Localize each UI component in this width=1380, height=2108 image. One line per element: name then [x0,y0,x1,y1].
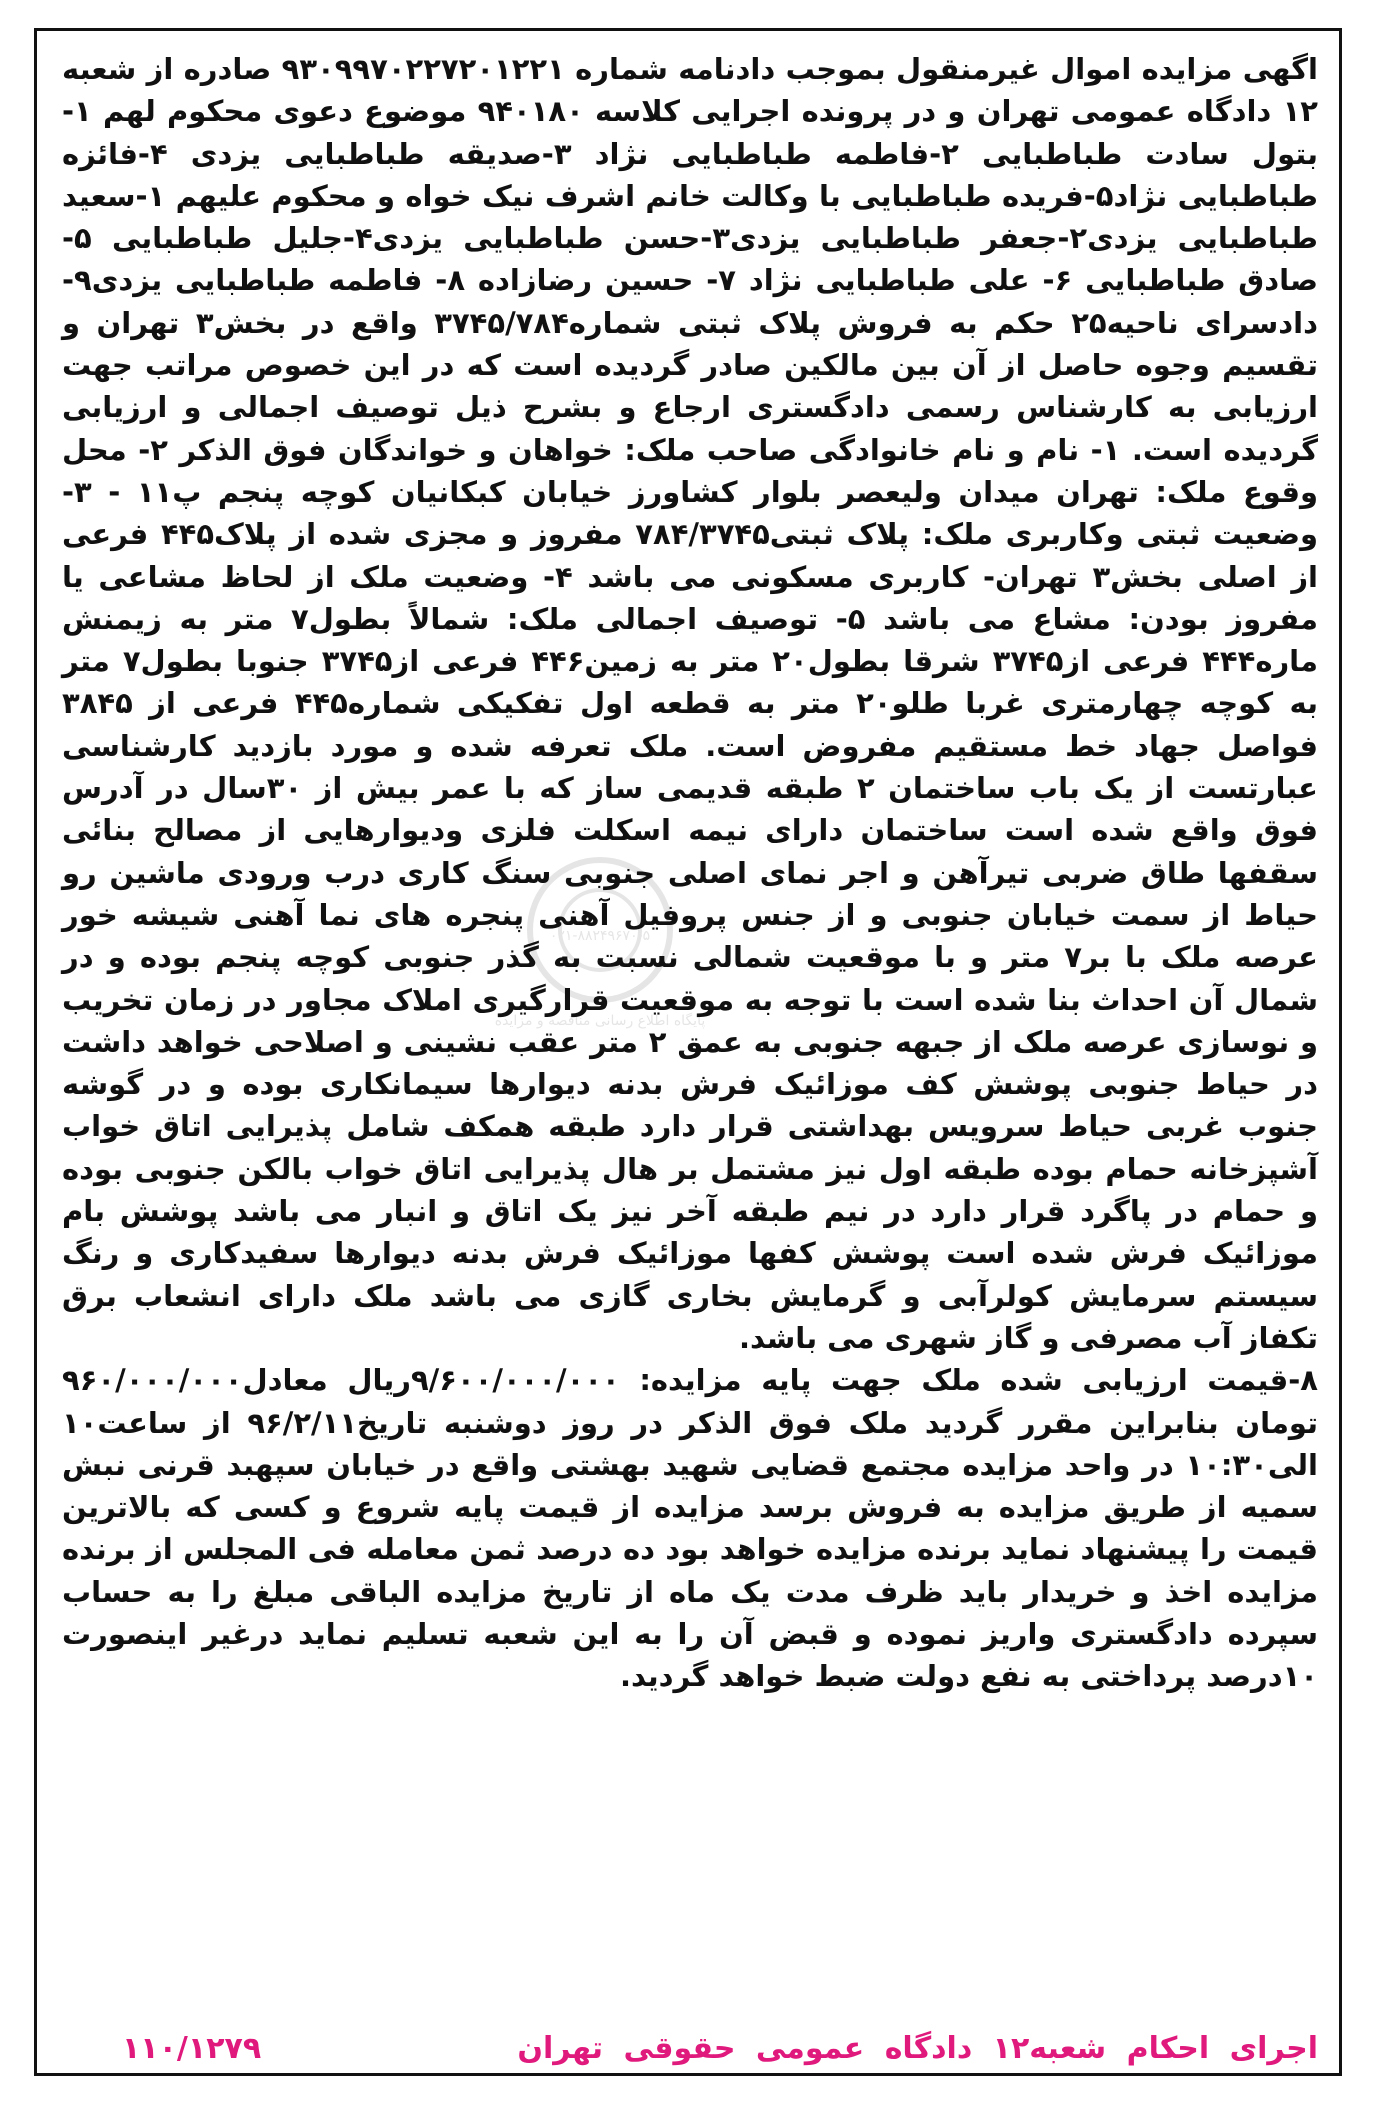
notice-footer [62,2026,1318,2072]
notice-paragraph-2: ۸-قیمت ارزیابی شده ملک جهت پایه مزایده: ۹/۶۰۰/۰۰۰/۰۰۰ریال معادل۹۶۰/۰۰۰/۰۰۰ تومان بنابراین مقرر گردید ملک فوق الذکر در روز دوشنبه تاریخ۹۶/۲/۱۱ از ساعت۱۰ الی۱۰:۳۰ در واحد مزایده مجتمع قضایی شهید بهشتی واقع در خیابان سپهبد قرنی نبش سمیه از طریق مزایده به فروش برسد مزایده از قیمت پایه شروع و کسی که بالاترین قیمت را پیشنهاد نماید برنده مزایده خواهد بود ده درصد ثمن معامله فی المجلس از برنده مزایده اخذ و خریدار باید ظرف مدت یک ماه از تاریخ مزایده الباقی مبلغ را به حساب سپرده دادگستری واریز نموده و قبض آن را به این شعبه تسلیم نماید درغیر اینصورت ۱۰درصد پرداختی به نفع دولت ضبط خواهد گردید. [62,1363,1318,1694]
issuing-office: اجرای احکام شعبه۱۲ دادگاه عمومی حقوقی تهران [517,2031,1318,2066]
notice-body [62,48,1318,1698]
notice-paragraph-1: اگهی مزایده اموال غیرمنقول بموجب دادنامه شماره ۹۳۰۹۹۷۰۲۲۷۲۰۱۲۲۱ صادره از شعبه ۱۲ دادگاه عمومی تهران و در پرونده اجرایی کلاسه ۹۴۰۱۸۰ موضوع دعوی محکوم لهم ۱-بتول سادت طباطبایی ۲-فاطمه طباطبایی نژاد ۳-صدیقه طباطبایی یزدی ۴-فائزه طباطبایی نژاد۵-فریده طباطبایی با وکالت خانم اشرف نیک خواه و محکوم علیهم ۱-سعید طباطبایی یزدی۲-جعفر طباطبایی یزدی۳-حسن طباطبایی یزدی۴-جلیل طباطبایی ۵- صادق طباطبایی ۶- علی طباطبایی نژاد ۷- حسین رضازاده ۸- فاطمه طباطبایی یزدی۹- دادسرای ناحیه۲۵ حکم به فروش پلاک ثبتی شماره۳۷۴۵/۷۸۴ واقع در بخش۳ تهران و تقسیم وجوه حاصل از آن بین مالکین صادر گردیده است که در این خصوص مراتب جهت ارزیابی به کارشناس رسمی دادگستری ارجاع و بشرح ذیل توصیف اجمالی و ارزیابی گردیده است. ۱- نام و نام خانوادگی صاحب ملک: خواهان و خواندگان فوق الذکر ۲- محل وقوع ملک: تهران میدان ولیعصر بلوار کشاورز خیابان کبکانیان کوچه پنجم پ۱۱ - ۳- وضعیت ثبتی وکاربری ملک: پلاک ثبتی۷۸۴/۳۷۴۵ مفروز و مجزی شده از پلاک۴۴۵ فرعی از اصلی بخش۳ تهران- کاربری مسکونی می باشد ۴- وضعیت ملک از لحاظ مشاعی یا مفروز بودن: مشاع می باشد ۵- توصیف اجمالی ملک: شمالاً بطول۷ متر به زیمنش ماره۴۴۴ فرعی از۳۷۴۵ شرقا بطول۲۰ متر به زمین۴۴۶ فرعی از۳۷۴۵ جنوبا بطول۷ متر به کوچه چهارمتری غربا طلو۲۰ متر به قطعه اول تفکیکی شماره۴۴۵ فرعی از ۳۸۴۵ فواصل جهاد خط مستقیم مفروض است. ملک تعرفه شده و مورد بازدید کارشناسی عبارتست از یک باب ساختمان ۲ طبقه قدیمی ساز که با عمر بیش از ۳۰سال در آدرس فوق واقع شده است ساختمان دارای نیمه اسکلت فلزی ودیوارهایی از مصالح بنائی سقفها طاق ضربی تیرآهن و اجر نمای اصلی جنوبی سنگ کاری درب ورودی ماشین رو حیاط از سمت خیابان جنوبی و از جنس پروفیل آهنی پنجره های نما آهنی شیشه خور عرصه ملک با بر۷ متر و با موقعیت شمالی نسبت به گذر جنوبی کوچه پنجم بوده و در شمال آن احداث بنا شده است با توجه به موقعیت قرارگیری املاک مجاور در زمان تخریب و نوسازی عرصه ملک از جبهه جنوبی به عمق ۲ متر عقب نشینی و اصلاحی خواهد داشت در حیاط جنوبی پوشش کف موزائیک فرش بدنه دیوارها سیمانکاری بوده و در گوشه جنوب غربی حیاط سرویس بهداشتی قرار دارد طبقه همکف شامل پذیرایی اتاق خواب آشپزخانه حمام بوده طبقه اول نیز مشتمل بر هال پذیرایی اتاق خواب بالکن جنوبی بوده و حمام در پاگرد قرار دارد در نیم طبقه آخر نیز یک اتاق و انبار می باشد پوشش بام موزائیک فرش شده است پوشش کفها موزائیک فرش بدنه دیوارها سفیدکاری و رنگ سیستم سرمایش کولرآبی و گرمایش بخاری گازی می باشد ملک دارای انشعاب برق تکفاز آب مصرفی و گاز شهری می باشد. [62,52,1319,1355]
watermark-phone: ۰۲۱-۸۸۲۴۹۶۷۰-۵ [549,928,651,944]
notice-code: ۱۱۰/۱۲۷۹ [122,2031,262,2066]
watermark-caption: پایگاه اطلاع رسانی مناقصه و مزایده [494,1013,706,1029]
